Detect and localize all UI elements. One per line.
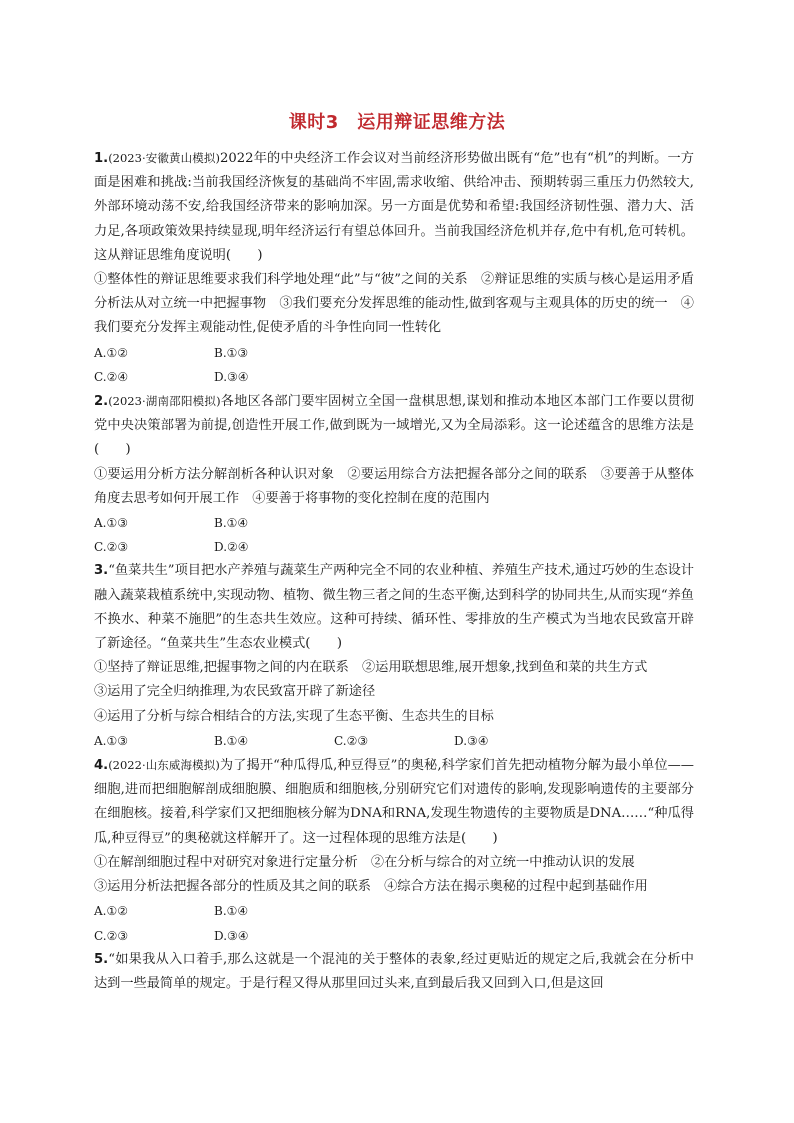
option-b[interactable]: B.①③ bbox=[214, 345, 249, 360]
question-stem bbox=[94, 559, 694, 656]
question-text: 各地区各部门要牢固树立全国一盘棋思想,谋划和推动本地区本部门工作要以贯彻党中央决策部署为前提,创造性开展工作,做到既为一域增光,又为全局添彩。这一论述蕴含的思维方法是( ) bbox=[94, 394, 694, 458]
option-a[interactable]: A.①② bbox=[94, 904, 128, 919]
option-b[interactable]: B.①④ bbox=[214, 904, 249, 919]
question-3 bbox=[94, 559, 694, 753]
option-d[interactable]: D.②④ bbox=[214, 540, 249, 555]
option-a[interactable]: A.①② bbox=[94, 345, 128, 360]
question-source: (2023·安徽黄山模拟) bbox=[108, 151, 221, 165]
question-text: “鱼菜共生”项目把水产养殖与蔬菜生产两种完全不同的农业种植、养殖生产技术,通过巧妙的生态设计融入蔬菜栽植系统中,实现动物、植物、微生物三者之间的生态平衡,达到科学的协同共生,从而实现“养鱼不换水、种菜不施肥”的生态共生效应。这种可持续、循环性、零排放的生产模式为当地农民致富开辟了新途径。“鱼菜共生”生态农业模式( ) bbox=[94, 563, 694, 652]
option-c[interactable]: C.②③ bbox=[94, 540, 129, 555]
question-item-line: ④运用了分析与综合相结合的方法,实现了生态平衡、生态共生的目标 bbox=[94, 708, 494, 724]
option-b[interactable]: B.①④ bbox=[214, 516, 249, 531]
option-a[interactable]: A.①③ bbox=[94, 516, 128, 531]
question-number: 3. bbox=[94, 563, 109, 579]
question-number: 2. bbox=[94, 394, 109, 410]
option-d[interactable]: D.③④ bbox=[214, 369, 249, 384]
question-stem bbox=[94, 948, 694, 996]
question-2 bbox=[94, 389, 694, 559]
question-4 bbox=[94, 753, 694, 948]
question-source: (2023·湖南邵阳模拟) bbox=[108, 394, 221, 409]
option-c[interactable]: C.②③ bbox=[94, 928, 129, 943]
answer-options bbox=[94, 729, 694, 753]
option-b[interactable]: B.①④ bbox=[214, 733, 249, 748]
question-text: “如果我从入口着手,那么这就是一个混沌的关于整体的表象,经过更贴近的规定之后,我就会在分析中达到一些最简单的规定。于是行程又得从那里回过头来,直到最后我又回到入口,但是这回 bbox=[94, 951, 694, 991]
question-1 bbox=[94, 146, 694, 389]
option-d[interactable]: D.③④ bbox=[454, 733, 489, 748]
answer-options bbox=[94, 511, 694, 535]
option-c[interactable]: C.②③ bbox=[334, 733, 369, 748]
answer-options bbox=[94, 341, 694, 365]
question-item-line: ①在解剖细胞过程中对研究对象进行定量分析 ②在分析与综合的对立统一中推动认识的发展 bbox=[94, 854, 635, 870]
question-source: (2022·山东威海模拟) bbox=[108, 758, 220, 773]
question-items: ①整体性的辩证思维要求我们科学地处理“此”与“彼”之间的关系 ②辩证思维的实质与核心是运用矛盾分析法从对立统一中把握事物 ③我们要充分发挥思维的能动性,做到客观与主观具体的历史的统一 ④我们要充分发挥主观能动性,促使矛盾的斗争性向同一性转化 bbox=[94, 272, 694, 336]
question-text: 为了揭开“种瓜得瓜,种豆得豆”的奥秘,科学家们首先把动植物分解为最小单位——细胞,进而把细胞解剖成细胞膜、细胞质和细胞核,分别研究它们对遗传的影响,发现影响遗传的主要部分在细胞核。接着,科学家们又把细胞核分解为DNA和RNA,发现生物遗传的主要物质是DNA……“种瓜得瓜,种豆得豆”的奥秘就这样解开了。这一过程体现的思维方法是( ) bbox=[94, 758, 694, 846]
question-stem bbox=[94, 146, 694, 268]
question-stem bbox=[94, 753, 694, 851]
question-items: ①要运用分析方法分解剖析各种认识对象 ②要运用综合方法把握各部分之间的联系 ③要善于从整体角度去思考如何开展工作 ④要善于将事物的变化控制在度的范围内 bbox=[94, 466, 694, 506]
question-number: 5. bbox=[94, 951, 109, 967]
question-stem bbox=[94, 389, 694, 463]
question-item-line: ③运用了完全归纳推理,为农民致富开辟了新途径 bbox=[94, 684, 376, 700]
option-d[interactable]: D.③④ bbox=[214, 928, 249, 943]
option-a[interactable]: A.①③ bbox=[94, 733, 128, 748]
question-number: 4. bbox=[94, 758, 109, 774]
question-item-line: ③运用分析法把握各部分的性质及其之间的联系 ④综合方法在揭示奥秘的过程中起到基础作用 bbox=[94, 879, 648, 895]
question-item-line: ①坚持了辩证思维,把握事物之间的内在联系 ②运用联想思维,展开想象,找到鱼和菜的共生方式 bbox=[94, 660, 648, 676]
answer-options bbox=[94, 535, 694, 559]
question-text: 2022年的中央经济工作会议对当前经济形势做出既有“危”也有“机”的判断。一方面是困难和挑战:当前我国经济恢复的基础尚不牢固,需求收缩、供给冲击、预期转弱三重压力仍然较大,外部环境动荡不安,给我国经济带来的影响加深。另一方面是优势和希望:我国经济韧性强、潜力大、活力足,各项政策效果持续显现,明年经济运行有望总体回升。当前我国经济危机并存,危中有机,危可转机。这从辩证思维角度说明( ) bbox=[94, 151, 694, 263]
answer-options bbox=[94, 899, 694, 923]
question-number: 1. bbox=[94, 151, 109, 166]
answer-options bbox=[94, 924, 694, 948]
option-c[interactable]: C.②④ bbox=[94, 369, 129, 384]
question-list bbox=[94, 146, 694, 996]
question-5 bbox=[94, 948, 694, 996]
answer-options bbox=[94, 365, 694, 389]
page-title: 课时3 运用辩证思维方法 bbox=[288, 112, 506, 133]
